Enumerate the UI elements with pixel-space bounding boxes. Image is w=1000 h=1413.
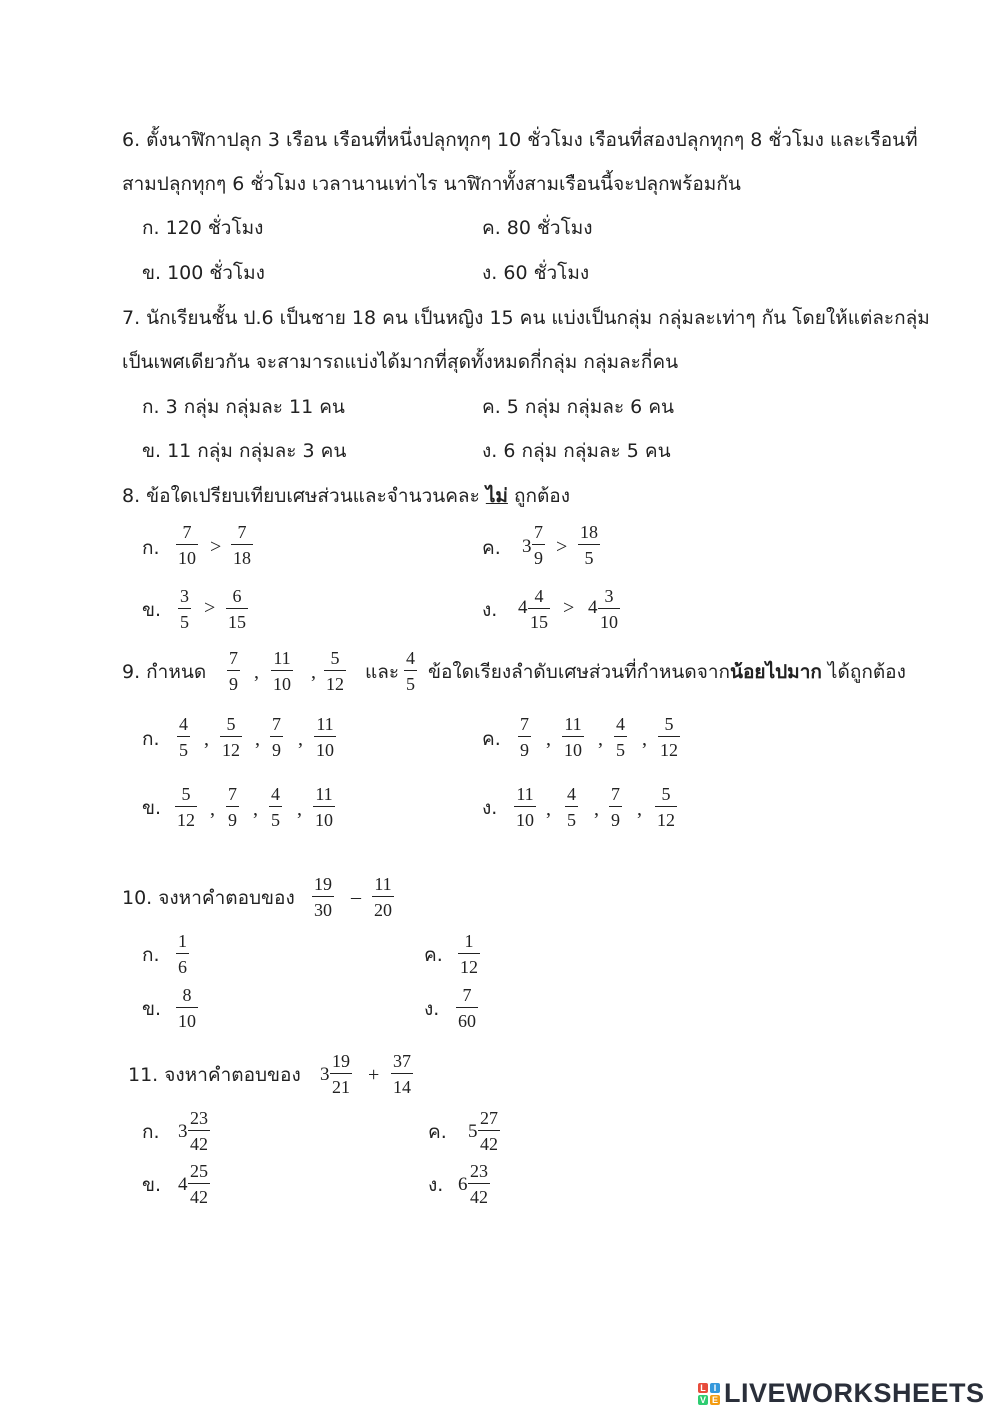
q9-b-comma2: ,: [253, 798, 258, 820]
q11-prefix: 11. จงหาคำตอบของ: [128, 1064, 301, 1086]
q8-d-frac2: 3 10: [600, 586, 618, 632]
q9-a-frac2: 5 12: [222, 714, 240, 760]
q6-option-b[interactable]: ข. 100 ชั่วโมง: [142, 262, 265, 284]
q8-c-frac2: 18 5: [580, 522, 598, 568]
q11-a-frac: 23 42: [190, 1108, 208, 1154]
q9-a-comma3: ,: [298, 728, 303, 750]
q11-whole: 3: [320, 1064, 330, 1085]
q11-b-whole: 4: [178, 1174, 188, 1195]
q6-option-d[interactable]: ง. 60 ชั่วโมง: [482, 262, 590, 284]
q7-option-d[interactable]: ง. 6 กลุ่ม กลุ่มละ 5 คน: [482, 440, 671, 462]
q6-line1: 6. ตั้งนาฬิกาปลุก 3 เรือน เรือนที่หนึ่งปลุกทุกๆ 10 ชั่วโมง เรือนที่สองปลุกทุกๆ 8 ชั่วโมง และเรือนที่: [122, 129, 918, 151]
q8-c-frac1: 7 9: [534, 522, 543, 568]
q8-b-frac1: 3 5: [180, 586, 189, 632]
q9-label-a[interactable]: ก.: [142, 728, 160, 750]
q10-minus: –: [351, 886, 361, 908]
q8-label-c[interactable]: ค.: [482, 537, 501, 559]
q8-b-frac2: 6 15: [228, 586, 246, 632]
q11-d-frac: 23 42: [470, 1161, 488, 1207]
q9-prompt-rest: [428, 660, 906, 684]
q10-frac2: 11 20: [374, 874, 392, 920]
q9-b-comma1: ,: [210, 798, 215, 820]
q9-prefix: 9. กำหนด: [122, 661, 207, 683]
q11-frac1: 19 21: [332, 1051, 350, 1097]
q11-label-c[interactable]: ค.: [428, 1121, 447, 1143]
q9-b-frac2: 7 9: [228, 784, 237, 830]
q9-a-frac1: 4 5: [179, 714, 188, 760]
q8-label-a[interactable]: ก.: [142, 537, 160, 559]
q9-d-frac3: 7 9: [611, 784, 620, 830]
q8-prompt-suffix: ถูกต้อง: [507, 485, 570, 507]
q9-d-frac1: 11 10: [516, 784, 534, 830]
q10-c-frac: 1 12: [460, 931, 478, 977]
q9-d-comma2: ,: [594, 798, 599, 820]
q11-c-whole: 5: [468, 1121, 478, 1142]
q10-label-d[interactable]: ง.: [424, 998, 440, 1020]
q9-d-frac2: 4 5: [567, 784, 576, 830]
q8-a-frac1: 7 10: [178, 522, 196, 568]
q9-b-frac4: 11 10: [315, 784, 333, 830]
q8-d-frac1: 4 15: [530, 586, 548, 632]
q9-label-b[interactable]: ข.: [142, 797, 162, 819]
q9-d-comma1: ,: [546, 798, 551, 820]
q9-c-frac3: 4 5: [616, 714, 625, 760]
q8-a-gt: >: [210, 536, 222, 558]
q9-given-4: 4 5: [406, 648, 415, 694]
q11-frac2: 37 14: [393, 1051, 411, 1097]
q10-frac1: 19 30: [314, 874, 332, 920]
q8-label-d[interactable]: ง.: [482, 599, 498, 621]
q9-given-2: 11 10: [273, 648, 291, 694]
q11-b-frac: 25 42: [190, 1161, 208, 1207]
q9-a-comma2: ,: [255, 728, 260, 750]
q9-c-frac4: 5 12: [660, 714, 678, 760]
q9-c-comma1: ,: [546, 728, 551, 750]
q8-c-gt: >: [556, 536, 568, 558]
q10-a-frac: 1 6: [178, 931, 187, 977]
q10-d-frac: 7 60: [458, 985, 476, 1031]
q11-d-whole: 6: [458, 1174, 468, 1195]
q11-label-b[interactable]: ข.: [142, 1174, 162, 1196]
q10-label-b[interactable]: ข.: [142, 998, 162, 1020]
q9-label-d[interactable]: ง.: [482, 797, 498, 819]
q8-prompt-emphasis: ไม่: [485, 485, 508, 507]
q9-prompt-mid: ข้อใดเรียงลำดับเศษส่วนที่กำหนดจาก: [428, 661, 731, 683]
q9-given-comma-1: ,: [254, 661, 259, 683]
q9-b-comma3: ,: [297, 798, 302, 820]
q9-c-comma3: ,: [642, 728, 647, 750]
q9-prompt-emphasis: น้อยไปมาก: [730, 661, 822, 683]
q9-and: และ: [365, 661, 400, 683]
q10-label-a[interactable]: ก.: [142, 944, 160, 966]
q6-option-c[interactable]: ค. 80 ชั่วโมง: [482, 217, 593, 239]
q8-a-frac2: 7 18: [233, 522, 251, 568]
q10-prefix: 10. จงหาคำตอบของ: [122, 887, 295, 909]
q9-a-frac3: 7 9: [272, 714, 281, 760]
q11-label-a[interactable]: ก.: [142, 1121, 160, 1143]
q7-option-a[interactable]: ก. 3 กลุ่ม กลุ่มละ 11 คน: [142, 396, 345, 418]
q8-c-whole: 3: [522, 536, 532, 557]
q9-label-c[interactable]: ค.: [482, 728, 501, 750]
q11-a-whole: 3: [178, 1121, 188, 1142]
q8-d-whole2: 4: [588, 597, 598, 618]
q6-option-a[interactable]: ก. 120 ชั่วโมง: [142, 217, 264, 239]
liveworksheets-logo-text: LIVEWORKSHEETS: [724, 1378, 985, 1408]
q9-b-frac3: 4 5: [271, 784, 280, 830]
q9-given-comma-2: ,: [311, 661, 316, 683]
q9-a-frac4: 11 10: [316, 714, 334, 760]
q7-line1: 7. นักเรียนชั้น ป.6 เป็นชาย 18 คน เป็นหญิง 15 คน แบ่งเป็นกลุ่ม กลุ่มละเท่าๆ กัน โดยให้แต่ละกลุ่ม: [122, 307, 930, 329]
q6-line2: สามปลุกทุกๆ 6 ชั่วโมง เวลานานเท่าไร นาฬิกาทั้งสามเรือนนี้จะปลุกพร้อมกัน: [122, 173, 741, 195]
q9-c-comma2: ,: [598, 728, 603, 750]
q8-b-gt: >: [204, 597, 216, 619]
q8-d-whole1: 4: [518, 597, 528, 618]
q8-prompt-prefix: 8. ข้อใดเปรียบเทียบเศษส่วนและจำนวนคละ: [122, 485, 486, 507]
q11-plus: +: [368, 1064, 380, 1086]
q11-c-frac: 27 42: [480, 1108, 498, 1154]
q8-d-gt: >: [563, 597, 575, 619]
q8-label-b[interactable]: ข.: [142, 599, 162, 621]
q9-a-comma1: ,: [204, 728, 209, 750]
q9-c-frac2: 11 10: [564, 714, 582, 760]
q10-b-frac: 8 10: [178, 985, 196, 1031]
q11-label-d[interactable]: ง.: [428, 1174, 444, 1196]
q9-b-frac1: 5 12: [177, 784, 195, 830]
q7-line2: เป็นเพศเดียวกัน จะสามารถแบ่งได้มากที่สุดทั้งหมดกี่กลุ่ม กลุ่มละกี่คน: [122, 351, 679, 373]
q9-c-frac1: 7 9: [520, 714, 529, 760]
q9-prompt-suffix: ได้ถูกต้อง: [821, 661, 906, 683]
q9-d-comma3: ,: [637, 798, 642, 820]
q9-given-1: 7 9: [229, 648, 238, 694]
q7-option-b[interactable]: ข. 11 กลุ่ม กลุ่มละ 3 คน: [142, 440, 347, 462]
q9-given-3: 5 12: [326, 648, 344, 694]
q7-option-c[interactable]: ค. 5 กลุ่ม กลุ่มละ 6 คน: [482, 396, 675, 418]
liveworksheets-logo-icon: L I V E: [699, 1382, 718, 1405]
liveworksheets-logo[interactable]: [698, 1378, 985, 1409]
q10-label-c[interactable]: ค.: [424, 944, 443, 966]
q9-d-frac4: 5 12: [657, 784, 675, 830]
q8-prompt: [122, 484, 570, 508]
